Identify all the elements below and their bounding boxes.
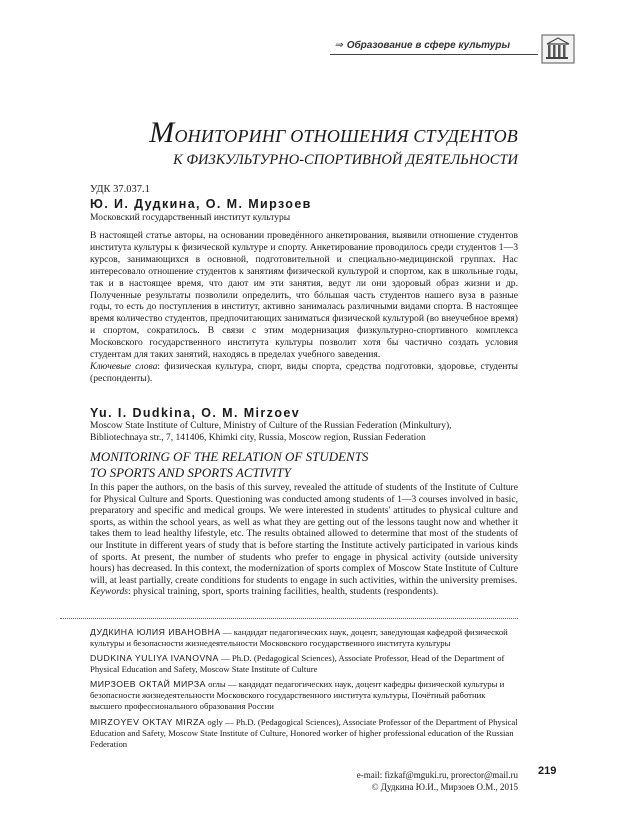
bio-text: — кандидат педагогических наук, доцент, заведующая кафедрой физической культуры и безопасности жизнедеятельности Московского государственного института культуры (90, 627, 508, 649)
bio-text: — Ph.D. (Pedagogical Sciences), Associate Professor, Head of the Department of Physical Education and Safety, Moscow State Institute of Culture (90, 653, 505, 675)
title-initial: М (149, 116, 175, 149)
affiliation-en-line1: Moscow State Institute of Culture, Ministry of Culture of the Russian Federation (Minkultury), (90, 421, 452, 431)
bio-text: оглы — кандидат педагогических наук, доцент кафедры физической культуры и безопасности жизнедеятельности Московского государственного института культуры, Почётный работник высшего профессионального образования России (90, 679, 505, 712)
dotted-divider (60, 618, 518, 619)
abstract-en (90, 482, 518, 598)
udk-code: УДК 37.037.1 (90, 184, 150, 195)
affiliation-ru: Московский государственный институт культуры (90, 213, 291, 223)
journal-logo-icon (541, 34, 575, 64)
bio-name: MIRZOYEV OKTAY MIRZA (90, 717, 206, 727)
copyright-line: © Дудкина Ю.И., Мирзоев О.М., 2015 (371, 781, 518, 792)
bio-dudkina-ru (90, 627, 518, 649)
bio-name: МИРЗОЕВ ОКТАЙ МИРЗА (90, 679, 206, 689)
email-line: e-mail: fizkaf@mguki.ru, prorector@mail.ru (356, 770, 518, 780)
keywords-ru-label: Ключевые слова (90, 360, 158, 372)
article-title-line2: К ФИЗКУЛЬТУРНО-СПОРТИВНОЙ ДЕЯТЕЛЬНОСТИ (173, 152, 518, 168)
bio-mirzoev-ru (90, 679, 518, 713)
contacts (290, 770, 518, 793)
authors-en: Yu. I. Dudkina, O. M. Mirzoev (90, 406, 301, 420)
authors-ru: Ю. И. Дудкина, О. М. Мирзоев (90, 197, 312, 211)
affiliation-en-line2: Bibliotechnaya str., 7, 141406, Khimki city, Russia, Moscow region, Russian Federation (90, 433, 426, 443)
abstract-ru (90, 230, 518, 385)
bio-mirzoev-en (90, 717, 518, 751)
title-en-line2: TO SPORTS AND SPORTS ACTIVITY (90, 464, 291, 480)
title-line1-text: ОНИТОРИНГ ОТНОШЕНИЯ СТУДЕНТОВ (174, 126, 518, 146)
running-header (330, 40, 510, 51)
section-title: Образование в сфере культуры (346, 40, 510, 51)
keywords-en-text: : physical training, sport, sports training facilities, health, students (respondents). (128, 586, 439, 598)
bio-name: ДУДКИНА ЮЛИЯ ИВАНОВНА (90, 627, 221, 637)
arrow-icon: ⇒ (334, 40, 343, 51)
header-rule (330, 54, 538, 55)
page-number: 219 (538, 765, 557, 777)
bio-name: DUDKINA YULIYA IVANOVNA (90, 653, 219, 663)
keywords-ru-text: : физическая культура, спорт, виды спорта, средства подготовки, здоровье, студенты (респонденты). (90, 360, 518, 384)
title-en-line1: MONITORING OF THE RELATION OF STUDENTS (90, 449, 369, 464)
abstract-ru-text: В настоящей статье авторы, на основании проведённого анкетирования, выявили отношение студентов института культуры к физической культуре и спорту. Анкетирование проводилось среди студентов 1—3 курсов, занимающихся в основной, подготовительной и специально-медицинской группах. Нас интересовало отношение студентов к занятиям физической культурой и спортом, как в школьные годы, так и в настоящее время, что дают им эти занятия, ведут ли они здоровый образ жизни и др. Полученные результаты позволили определить, что бóльшая часть студентов нашего вуза в разные годы, то есть до поступления в институт, активно занималась различными видами спорта. В настоящее время количество студентов, предпочитающих заниматься физической культурой (во внеучебное время) и спортом, сократилось. В связи с этим модернизация физкультурно-спортивного комплекса Московского государственного института культуры позволит хотя бы частично создать условия студентам для таких занятий, находясь в пределах учебного заведения. (90, 230, 518, 361)
bio-text: ogly — Ph.D. (Pedagogical Sciences), Associate Professor of the Department of Physical Education and Safety, Moscow State Institute of Culture, Honored worker of higher professional education of the Russian Federation (90, 717, 518, 750)
keywords-en-label: Keywords (90, 586, 129, 598)
article-title-en (90, 449, 518, 480)
article-title-line1 (90, 118, 518, 148)
bio-dudkina-en (90, 653, 518, 675)
abstract-en-text: In this paper the authors, on the basis of this survey, revealed the attitude of students of the Institute of Culture for Physical Culture and Sports. Questioning was conducted among students of 1—3 courses involved in basic, preparatory and specific and medical groups. We were interested in students' attitudes to physical culture and sports, as within the school years, as well as what they are getting out of the lessons taught now and whether it takes them to lead healthy lifestyle, etc. The results obtained allowed to determine that most of the students of our Institute in different years of study that is before starting the Institute actively participated in various kinds of sports. At present, the number of students who prefer to engage in physical activity (outside university hours) has decreased. In this context, the modernization of sports complex of Moscow State Institute of Culture will, at least partially, create conditions for students to engage in such activities, within the university premises. (90, 482, 518, 586)
